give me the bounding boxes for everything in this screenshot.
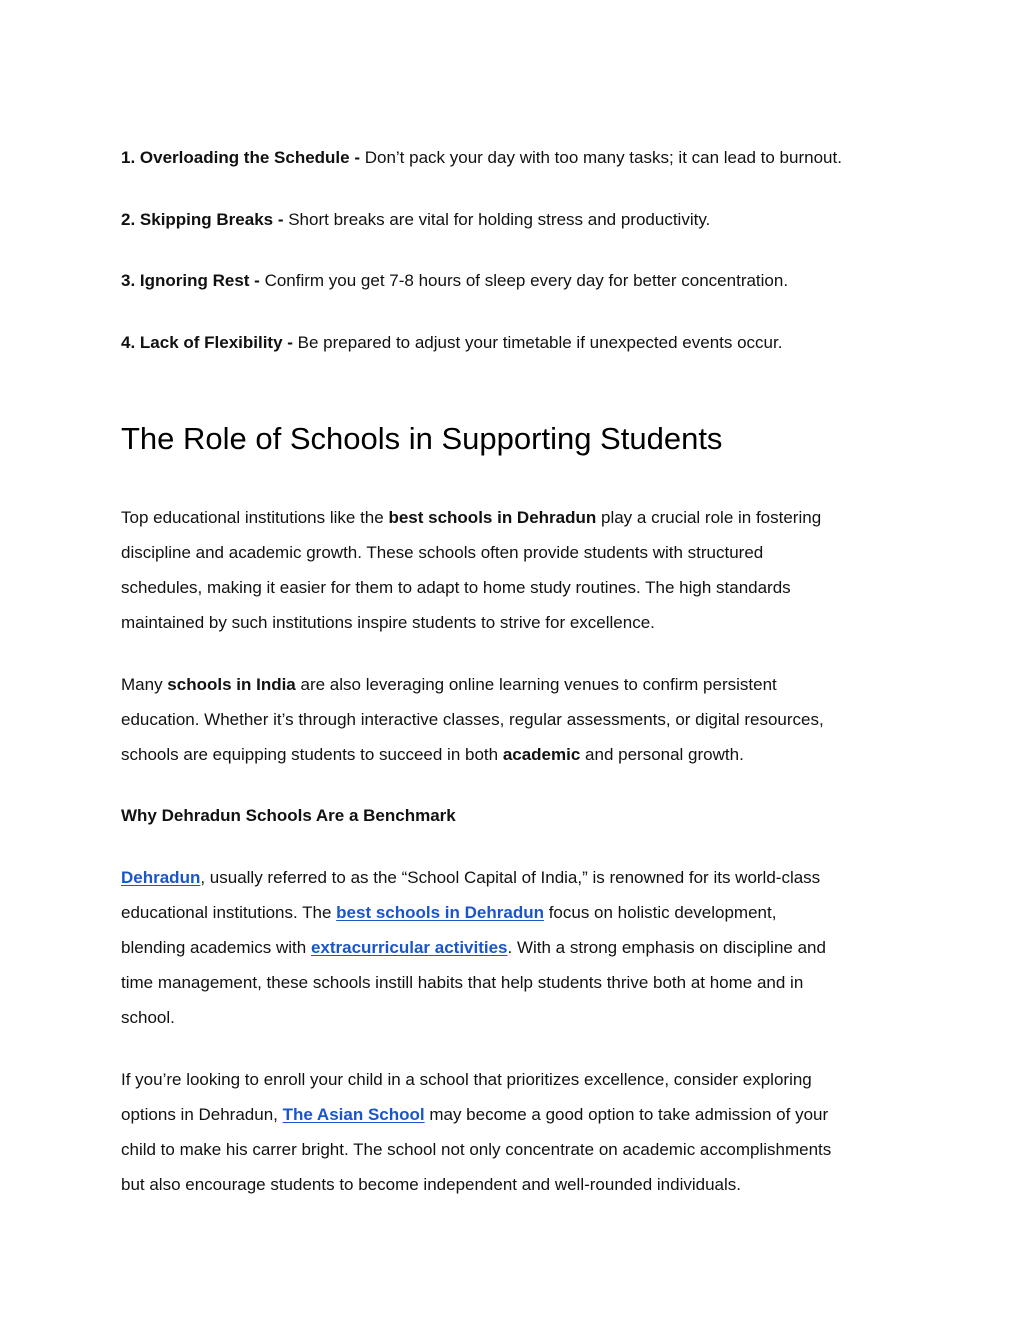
text-run: Many [121,675,168,694]
list-item-title: 4. Lack of Flexibility - [121,333,293,352]
dehradun-link[interactable]: Dehradun [121,868,201,887]
paragraph-schools-in-india [121,667,911,772]
paragraph-line: discipline and academic growth. These schools often provide students with structured [121,543,764,562]
text-run: blending academics with [121,938,311,957]
the-asian-school-link[interactable]: The Asian School [282,1105,425,1124]
paragraph-line [121,500,911,535]
list-item-title: 3. Ignoring Rest - [121,271,260,290]
paragraph-line: time management, these schools instill habits that help students thrive both at home and in [121,973,804,992]
section-heading: The Role of Schools in Supporting Students [121,421,723,456]
text-run: , usually referred to as the “School Capital of India,” is renowned for its world-class [200,868,821,887]
text-run: Top educational institutions like the [121,508,389,527]
paragraph-line [121,737,911,772]
bold-text: schools in India [167,675,296,694]
list-item-lack-of-flexibility [121,332,921,354]
paragraph-line [121,860,911,895]
paragraph-line [121,895,911,930]
list-item-overloading [121,147,921,169]
paragraph-line: maintained by such institutions inspire students to strive for excellence. [121,613,655,632]
list-item-text: Short breaks are vital for holding stress and productivity. [283,210,711,229]
list-item-text: Don’t pack your day with too many tasks; it can lead to burnout. [360,148,842,167]
paragraph-line: schedules, making it easier for them to adapt to home study routines. The high standards [121,578,791,597]
list-item-title: 1. Overloading the Schedule - [121,148,360,167]
list-item-text: Confirm you get 7-8 hours of sleep every day for better concentration. [259,271,789,290]
text-run: . With a strong emphasis on discipline and [507,938,826,957]
text-run: educational institutions. The [121,903,337,922]
text-run: schools are equipping students to succeed in both [121,745,503,764]
paragraph-line [121,667,911,702]
paragraph-line: child to make his carrer bright. The school not only concentrate on academic accomplishments [121,1140,832,1159]
subheading-dehradun-benchmark: Why Dehradun Schools Are a Benchmark [121,806,456,825]
paragraph-line [121,1097,911,1132]
paragraph-role-of-schools [121,500,911,640]
text-run: focus on holistic development, [543,903,777,922]
text-run: are also leveraging online learning venues to confirm persistent [295,675,777,694]
text-run: options in Dehradun, [121,1105,283,1124]
best-schools-in-dehradun-link[interactable]: best schools in Dehradun [336,903,544,922]
list-item-text: Be prepared to adjust your timetable if unexpected events occur. [292,333,783,352]
text-run: may become a good option to take admission of your [424,1105,829,1124]
list-item-ignoring-rest [121,270,921,292]
bold-text: academic [502,745,581,764]
paragraph-line: but also encourage students to become independent and well-rounded individuals. [121,1175,741,1194]
text-run: play a crucial role in fostering [596,508,822,527]
paragraph-enroll [121,1062,911,1202]
bold-text: best schools in Dehradun [388,508,597,527]
paragraph-line: school. [121,1008,175,1027]
paragraph-line: If you’re looking to enroll your child in a school that prioritizes excellence, consider exploring [121,1070,812,1089]
text-run: and personal growth. [580,745,744,764]
list-item-skipping-breaks [121,209,921,231]
paragraph-line: education. Whether it’s through interactive classes, regular assessments, or digital resources, [121,710,824,729]
extracurricular-activities-link[interactable]: extracurricular activities [310,938,508,957]
paragraph-dehradun [121,860,911,1035]
paragraph-line [121,930,911,965]
list-item-title: 2. Skipping Breaks - [121,210,284,229]
